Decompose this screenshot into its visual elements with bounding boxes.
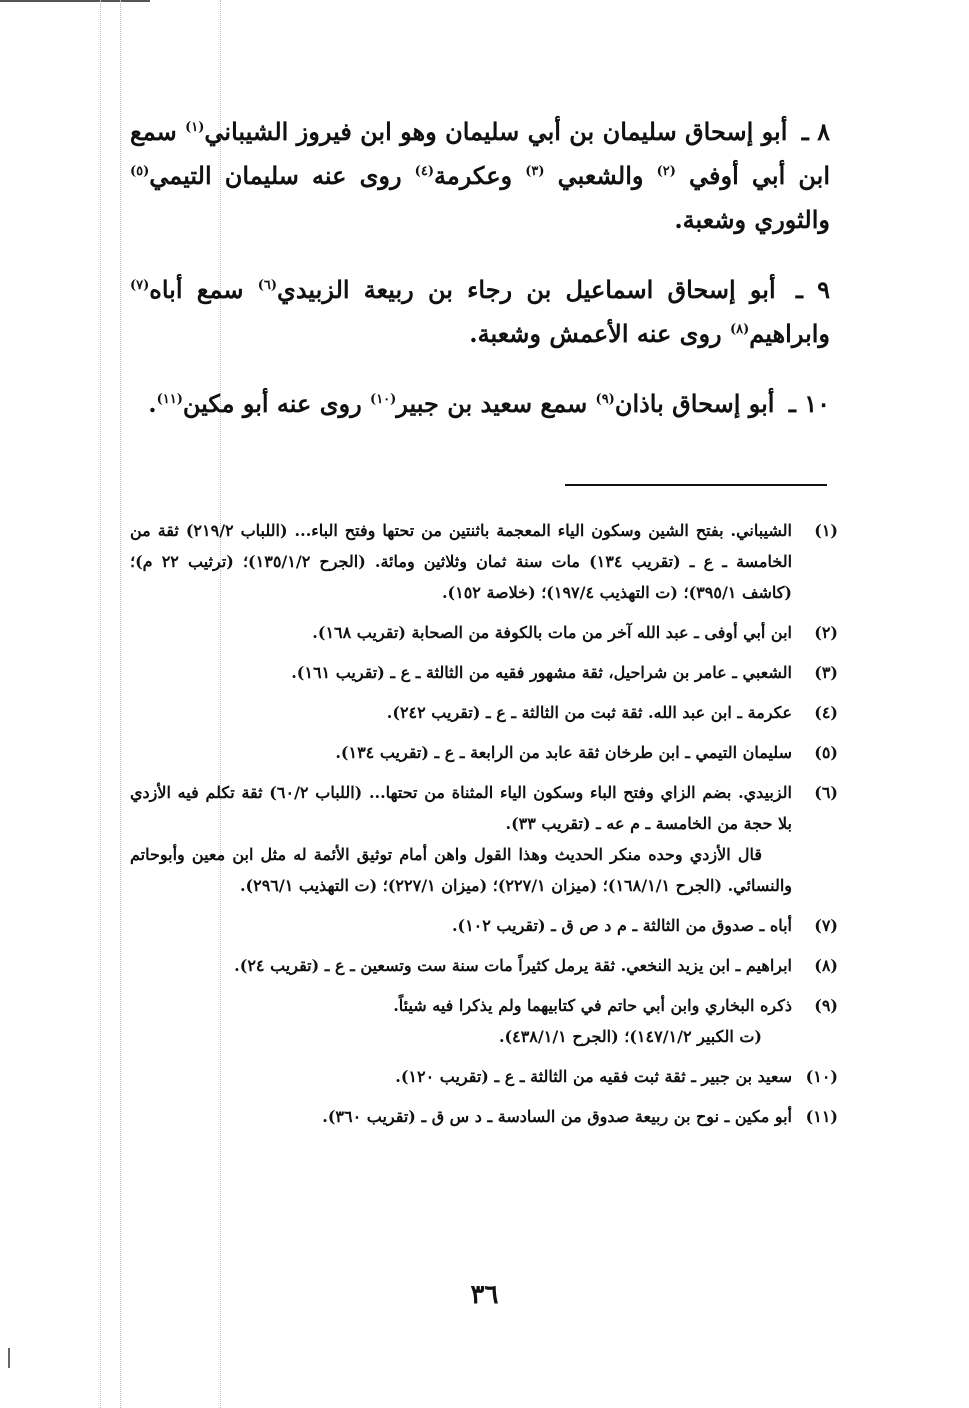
footnote-text: ابن أبي أوفى ـ عبد الله آخر من مات بالكوفة من الصحابة (تقريب ١٦٨). (312, 623, 792, 642)
footnote-number: (١) (814, 521, 838, 540)
footnote-ref[interactable]: (٩) (595, 392, 615, 407)
footnote-ref[interactable]: (٧) (130, 278, 150, 293)
entry-number: ٨ ـ (801, 117, 830, 146)
footnote-text: الزبيدي. بضم الزاي وفتح الباء وسكون الياء المثناة من تحتها... (اللباب ٦٠/٢) ثقة تكلم فيه الأزدي بلا حجة من الخامسة ـ م عه ـ (تقريب ٣٣). (130, 783, 793, 833)
entry-text: أبو إسحاق اسماعيل بن رجاء بن ربيعة الزبيدي (277, 275, 776, 304)
scan-artifact (8, 1348, 10, 1368)
footnote-number: (٩) (814, 996, 838, 1015)
entry-text: سمع سعيد بن جبير (396, 389, 596, 418)
footnote-ref[interactable]: (٦) (257, 278, 278, 293)
entry-text: سمع ابن أبي أوفي (130, 117, 831, 190)
entry-text: أبو إسحاق سليمان بن أبي سليمان وهو ابن فيروز الشيباني (204, 117, 788, 146)
footnote (130, 515, 838, 608)
scan-artifact (120, 0, 121, 1408)
scan-artifact (100, 0, 101, 1408)
footnote-ref[interactable]: (٢) (656, 164, 676, 179)
footnote-number: (٧) (814, 916, 838, 935)
footnote-text: أباه ـ صدوق من الثالثة ـ م د ص ق ـ (تقريب ١٠٢). (451, 916, 792, 935)
footnote-ref[interactable]: (١٠) (370, 392, 397, 407)
main-text (130, 110, 830, 452)
footnote-ref[interactable]: (٨) (729, 322, 750, 337)
footnote-ref[interactable]: (٥) (130, 164, 150, 179)
footnote-text: ابراهيم ـ ابن يزيد النخعي. ثقة يرمل كثيراً مات سنة ست وتسعين ـ ع ـ (تقريب ٢٤). (234, 956, 792, 975)
entry-number: ١٠ ـ (788, 389, 830, 418)
footnote-text: ذكره البخاري وابن أبي حاتم في كتابيهما ولم يذكرا فيه شيئاً. (393, 996, 792, 1015)
footnote-number: (٥) (814, 743, 838, 762)
footnote-text: عكرمة ـ ابن عبد الله. ثقة ثبت من الثالثة ـ ع ـ (تقريب ٢٤٢). (386, 703, 792, 722)
footnote (130, 990, 838, 1052)
footnote-text: الشعبي ـ عامر بن شراحيل، ثقة مشهور فقيه من الثالثة ـ ع ـ (تقريب ١٦١). (291, 663, 792, 682)
footnote-number: (٨) (814, 956, 838, 975)
footnote (130, 1061, 838, 1092)
entry (130, 110, 830, 242)
footnote-ref[interactable]: (٤) (414, 164, 434, 179)
footnote (130, 697, 838, 728)
footnote (130, 777, 838, 901)
entry (130, 268, 830, 356)
entry-text: وابراهيم (749, 319, 830, 348)
footnotes (130, 515, 838, 1141)
footnote-ref[interactable]: (١) (185, 120, 205, 135)
footnote-text: أبو مكين ـ نوح بن ربيعة صدوق من السادسة ـ د س ق ـ (تقريب ٣٦٠). (322, 1107, 792, 1126)
entry-text: والشعبي (544, 161, 657, 190)
entry-text: والثوري وشعبة. (674, 205, 830, 234)
entry-text: روى عنه الأعمش وشعبة. (469, 319, 730, 348)
footnote (130, 950, 838, 981)
footnote-text: قال الأزدي وحده منكر الحديث وهذا القول واهن أمام توثيق الأئمة له مثل ابن معين وأبوحاتم والنسائي. (الجرح ١٦٨/١/١)؛ (ميزان ٢٢٧/١)؛ (ميزان ٢٢٧/١)؛ (ت التهذيب ٢٩٦/١). (130, 845, 792, 895)
footnote-number: (١١) (805, 1107, 838, 1126)
footnote-divider (565, 484, 827, 486)
footnote (130, 1101, 838, 1132)
footnote-number: (٢) (814, 623, 838, 642)
footnote-number: (٣) (814, 663, 838, 682)
page-number: ٣٦ (470, 1280, 499, 1310)
footnote (130, 657, 838, 688)
footnote-number: (٦) (814, 783, 838, 802)
entry-text: وعكرمة (433, 161, 526, 190)
footnote (130, 737, 838, 768)
scan-edge-line (0, 0, 150, 4)
footnote-text: (ت الكبير ١٤٧/١/٢)؛ (الجرح ٤٣٨/١/١). (498, 1027, 762, 1046)
footnote-text: الشيباني. بفتح الشين وسكون الياء المعجمة باثنتين من تحتها وفتح الباء... (اللباب ٢١٩/٢) ثقة من الخامسة ـ ع ـ (تقريب ١٣٤) مات سنة ثمان وثلاثين ومائة. (الجرح ١٣٥/١/٢)؛ (ترثيب ٢٢ م)؛ (كاشف ٣٩٥/١)؛ (ت التهذيب ١٩٧/٤)؛ (خلاصة ١٥٢). (130, 521, 793, 602)
footnote-text: سليمان التيمي ـ ابن طرخان ثقة عابد من الرابعة ـ ع ـ (تقريب ١٣٤). (335, 743, 792, 762)
footnote-text: سعيد بن جبير ـ ثقة ثبت فقيه من الثالثة ـ ع ـ (تقريب ١٢٠). (395, 1067, 792, 1086)
footnote (130, 910, 838, 941)
footnote-ref[interactable]: (٣) (525, 164, 545, 179)
entry-text: سمع أباه (149, 275, 258, 304)
entry-text: . (148, 389, 157, 418)
entry (130, 382, 830, 426)
footnote-number: (١٠) (805, 1067, 838, 1086)
entry-text: روى عنه أبو مكين (182, 389, 371, 418)
footnote-ref[interactable]: (١١) (156, 392, 183, 407)
entry-text: أبو إسحاق باذان (614, 389, 775, 418)
footnote (130, 617, 838, 648)
footnote-number: (٤) (814, 703, 838, 722)
entry-number: ٩ ـ (795, 275, 831, 304)
entry-text: روى عنه سليمان التيمي (149, 161, 415, 190)
